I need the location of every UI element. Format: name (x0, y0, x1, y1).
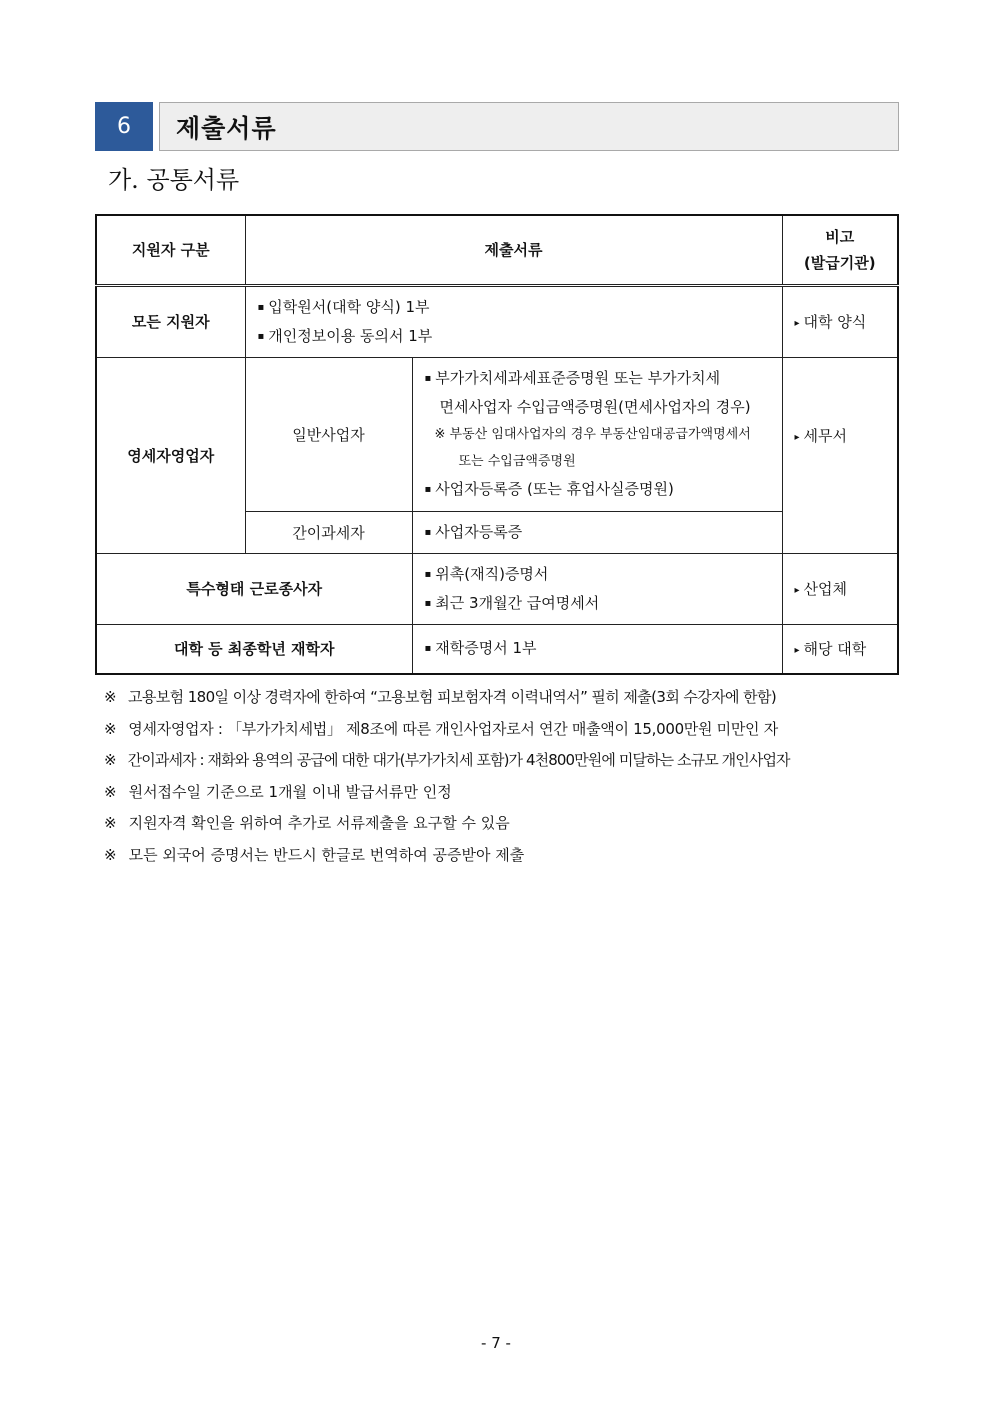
row-small-business-remark: ▸ 세무서 (782, 357, 898, 553)
section-title: 제출서류 (159, 102, 899, 151)
arrow-right-icon: ▸ (794, 645, 800, 657)
bullet-icon: ▪ (257, 330, 265, 342)
list-item: ▪ 최근 3개월간 급여명세서 (424, 593, 600, 612)
list-item: ▪ 개인정보이용 동의서 1부 (257, 326, 433, 345)
list-item: ▪ 사업자등록증 (424, 522, 523, 541)
list-item: ▪ 사업자등록증 (또는 휴업사실증명원) (424, 480, 674, 498)
row-all-label: 모든 지원자 (96, 285, 245, 357)
bullet-icon: ▪ (424, 597, 432, 609)
list-item: ▪ 부가가치세과세표준증명원 또는 부가가치세 (424, 369, 721, 387)
row-small-business-label: 영세자영업자 (96, 357, 245, 553)
footnote: ※ 원서접수일 기준으로 1개월 이내 발급서류만 인정 (104, 782, 452, 801)
bullet-icon: ▪ (424, 484, 432, 495)
page-number: - 7 - (481, 1334, 511, 1352)
header-remark-line1: 비고 (825, 227, 855, 246)
arrow-right-icon: ▸ (794, 318, 800, 329)
note-line-continuation: 또는 수입금액증명원 (458, 454, 576, 469)
list-item: ▪ 위촉(재직)증명서 (424, 564, 549, 583)
bullet-icon: ▪ (424, 568, 432, 580)
row-general-docs (412, 357, 782, 511)
row-special-label: 특수형태 근로종사자 (96, 553, 412, 624)
row-all-docs (245, 285, 782, 357)
note-line: ※ 부동산 임대사업자의 경우 부동산임대공급가액명세서 (434, 427, 751, 442)
subsection-title: 가. 공통서류 (108, 166, 240, 194)
row-simple-docs (412, 511, 782, 553)
header-remark-line2: (발급기관) (803, 253, 876, 272)
section-header (95, 102, 899, 151)
footnote: ※ 지원자격 확인을 위하여 추가로 서류제출을 요구할 수 있음 (104, 814, 510, 832)
row-special-docs (412, 553, 782, 624)
row-student-label: 대학 등 최종학년 재학자 (96, 624, 412, 674)
list-item: ▪ 재학증명서 1부 (424, 639, 537, 658)
table-header-row (96, 215, 898, 285)
table-row-students (96, 624, 898, 674)
list-item-continuation: 면세사업자 수입금액증명원(면세사업자의 경우) (439, 398, 751, 416)
table-row-special-workers (96, 553, 898, 624)
footnote: ※ 간이과세자 : 재화와 용역의 공급에 대한 대가(부가가치세 포함)가 4천800만원에 미달하는 소규모 개인사업자 (104, 751, 790, 769)
row-simple-label: 간이과세자 (245, 511, 412, 553)
section-number: 6 (95, 102, 153, 151)
bullet-icon: ▪ (424, 643, 432, 655)
table-row-general-business (96, 357, 898, 511)
bullet-icon: ▪ (257, 301, 265, 313)
row-student-docs (412, 624, 782, 674)
header-remark (782, 215, 898, 285)
row-special-remark: ▸ 산업체 (782, 553, 898, 624)
table-row-all (96, 285, 898, 357)
footnotes (104, 682, 894, 871)
arrow-right-icon: ▸ (794, 431, 800, 443)
row-general-label: 일반사업자 (245, 357, 412, 511)
footnote: ※ 영세자영업자 : 「부가가치세법」 제8조에 따른 개인사업자로서 연간 매출액이 15,000만원 미만인 자 (104, 719, 778, 738)
documents-table (95, 214, 899, 675)
footnote: ※ 고용보험 180일 이상 경력자에 한하여 “고용보험 피보험자격 이력내역서” 필히 제출(3회 수강자에 한함) (104, 688, 777, 706)
list-item: ▪ 입학원서(대학 양식) 1부 (257, 297, 430, 316)
header-documents: 제출서류 (245, 215, 782, 285)
bullet-icon: ▪ (424, 373, 432, 384)
bullet-icon: ▪ (424, 526, 432, 538)
row-student-remark: ▸ 해당 대학 (782, 624, 898, 674)
row-all-remark: ▸ 대학 양식 (782, 285, 898, 357)
arrow-right-icon: ▸ (794, 585, 800, 596)
footnote: ※ 모든 외국어 증명서는 반드시 한글로 번역하여 공증받아 제출 (104, 845, 525, 864)
header-applicant-type: 지원자 구분 (96, 215, 245, 285)
